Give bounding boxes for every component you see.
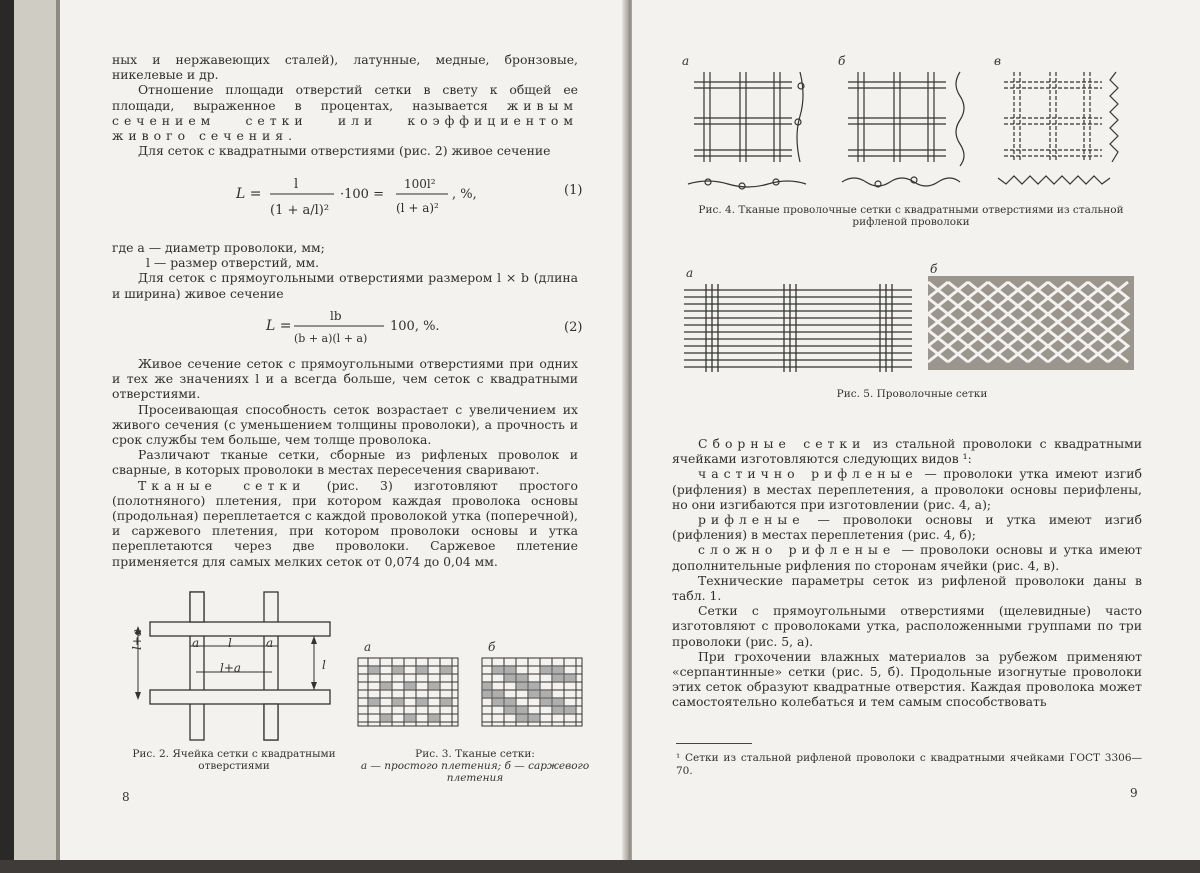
figure-4b-crimped [842, 66, 992, 196]
types-paragraph: Различают тканые сетки, сборные из рифленых проволок и сварные, в которых проволоки в местах пересечения сваривают. [112, 447, 578, 478]
woven-paragraph [112, 478, 578, 569]
figure-3b-twill-weave [480, 656, 584, 728]
item-partial-crimp-term: частично рифленые [698, 466, 918, 482]
serpentine-paragraph: При грохочении влажных материалов за рубежом применяют «серпантинные» сетки (рис. 5, б). Продольные изогнутые проволоки этих сеток образуют квадратные отверстия. Каждая проволока может самостоятельно колебаться и тем самым способствовать [672, 648, 1142, 710]
where-l: l — размер отверстий, мм. [146, 255, 320, 271]
fig2-label-l-plus-a-vertical: l+a [130, 628, 144, 650]
svg-text:100, %.: 100, %. [390, 319, 440, 334]
figure-3-caption-detail: а — простого плетения; б — саржевого плетения [360, 760, 590, 784]
item-partial-crimp [672, 466, 1142, 512]
fig4-label-b: б [838, 54, 846, 68]
figure-4c-complex-crimp [998, 66, 1148, 196]
figure-3-caption [360, 748, 590, 784]
fig2-label-l-vertical: l [322, 658, 326, 672]
figure-2-caption: Рис. 2. Ячейка сетки с квадратными отверстиями [132, 748, 336, 772]
svg-text:100l²: 100l² [404, 177, 436, 191]
fig2-label-l-plus-a-horizontal: l+a [220, 661, 242, 675]
figure-4a-partial-crimp [688, 66, 838, 196]
svg-text:·100 =: ·100 = [340, 187, 384, 202]
item-crimped-term: рифленые [698, 512, 805, 528]
item-partial-crimp-text: — проволоки утка имеют изгиб (рифления) в местах переплетения, а проволоки основы перифлены, но они изгибаются при изготовлении (рис. 4, а); [672, 466, 1142, 512]
sieve-paragraph: Просеивающая способность сеток возрастает с увеличением их живого сечения (с уменьшением толщины проволоки), а прочность и срок службы тем больше, чем толще проволока. [112, 401, 578, 448]
right-page [632, 0, 1200, 873]
params-paragraph: Технические параметры сеток из рифленой проволоки даны в табл. 1. [672, 572, 1142, 604]
rect-paragraph: Для сеток с прямоугольными отверстиями размером l × b (длина и ширина) живое сечение [112, 270, 578, 301]
figure-3-caption-title: Рис. 3. Тканые сетки: [415, 748, 535, 760]
left-where-block [112, 240, 578, 301]
fig3-label-a: а [364, 640, 372, 654]
item-crimped [672, 512, 1142, 542]
figure-5-caption: Рис. 5. Проволочные сетки [836, 388, 988, 400]
svg-text:L =: L = [266, 318, 292, 334]
book-cover-edge [14, 0, 60, 873]
figure-3a-plain-weave [356, 656, 460, 728]
item-complex-crimp-term: сложно рифленые [698, 542, 896, 558]
fig5-label-a: а [686, 266, 694, 280]
right-text-block [672, 436, 1142, 710]
definition-text: Отношение площади отверстий сетки в свету к общей ее площади, выраженное в процентах, называется [112, 82, 578, 113]
fig3-label-b: б [488, 640, 496, 654]
footnote: ¹ Сетки из стальной рифленой проволоки с квадратными ячейками ГОСТ 3306—70. [676, 752, 1142, 777]
svg-text:l: l [294, 177, 299, 192]
svg-text:lb: lb [330, 309, 342, 323]
svg-text:(1 + a/l)²: (1 + a/l)² [270, 203, 330, 218]
footnote-rule [676, 743, 752, 744]
fig2-label-a-left: a [192, 636, 200, 650]
equation-number-2: (2) [564, 320, 583, 335]
left-text-top [112, 52, 578, 158]
fig5-label-b: б [930, 262, 938, 276]
definition-end: . [288, 128, 293, 144]
item-crimped-text: — проволоки основы и утка имеют изгиб (рифления) в местах переплетения (рис. 4, б); [672, 512, 1142, 543]
figure-4-caption: Рис. 4. Тканые проволочные сетки с квадратными отверстиями из стальной рифленой проволоки [698, 204, 1124, 228]
fig2-label-a-right: a [266, 636, 274, 650]
woven-term: Тканые сетки [138, 477, 306, 493]
definition-term: живым сечением сетки или коэффициентом живого сечения [112, 97, 578, 144]
formula-2 [266, 308, 486, 348]
assembled-text: из стальной проволоки с квадратными ячейками изготовляются следующих видов ¹: [672, 436, 1142, 467]
svg-text:(b + a)(l + a): (b + a)(l + a) [294, 332, 368, 345]
intro-paragraph: ных и нержавеющих сталей), латунные, медные, бронзовые, никелевые и др. [112, 52, 578, 83]
where-a: где a — диаметр проволоки, мм; [112, 240, 325, 255]
left-page [60, 0, 628, 873]
svg-text:(l + a)²: (l + a)² [396, 201, 439, 215]
page-number-right: 9 [1130, 786, 1138, 800]
item-complex-crimp [672, 542, 1142, 572]
assembled-paragraph [672, 436, 1142, 466]
svg-text:L =: L = [236, 186, 262, 202]
scan-bottom-edge [0, 860, 1200, 873]
more-paragraph: Живое сечение сеток с прямоугольными отверстиями при одних и тех же значениях l и a всегда больше, чем сеток с квадратными отверстиями. [112, 356, 578, 402]
square-paragraph: Для сеток с квадратными отверстиями (рис. 2) живое сечение [138, 143, 551, 159]
slot-paragraph: Сетки с прямоугольными отверстиями (щелевидные) часто изготовляют с проволоками утка, расположенными группами по три проволоки (рис. 5, а). [672, 603, 1142, 649]
fig2-label-l-horizontal: l [228, 636, 232, 650]
svg-text:, %,: , %, [452, 187, 477, 202]
figure-5a-slot-mesh [684, 284, 914, 374]
formula-1 [236, 176, 496, 226]
definition-paragraph [112, 82, 578, 143]
fig4-label-c: в [994, 54, 1001, 68]
equation-number-1: (1) [564, 183, 583, 198]
page-number-left: 8 [122, 790, 130, 804]
item-complex-crimp-text: — проволоки основы и утка имеют дополнительные рифления по сторонам ячейки (рис. 4, в). [672, 542, 1142, 573]
woven-text: (рис. 3) изготовляют простого (полотняного) плетения, при котором каждая проволока основы (продольная) переплетается с каждой проволокой утка (поперечной), и саржевого плетения, при котором проволоки основы и утка переплетаются через две проволоки. Саржевое плетение применяется для самых мелких сеток от 0,074 до 0,04 мм. [112, 477, 578, 569]
fig4-label-a: а [682, 54, 690, 68]
assembled-term: Сборные сетки [698, 436, 866, 451]
left-text-bottom [112, 356, 578, 569]
figure-5b-serpentine-mesh [928, 276, 1134, 370]
